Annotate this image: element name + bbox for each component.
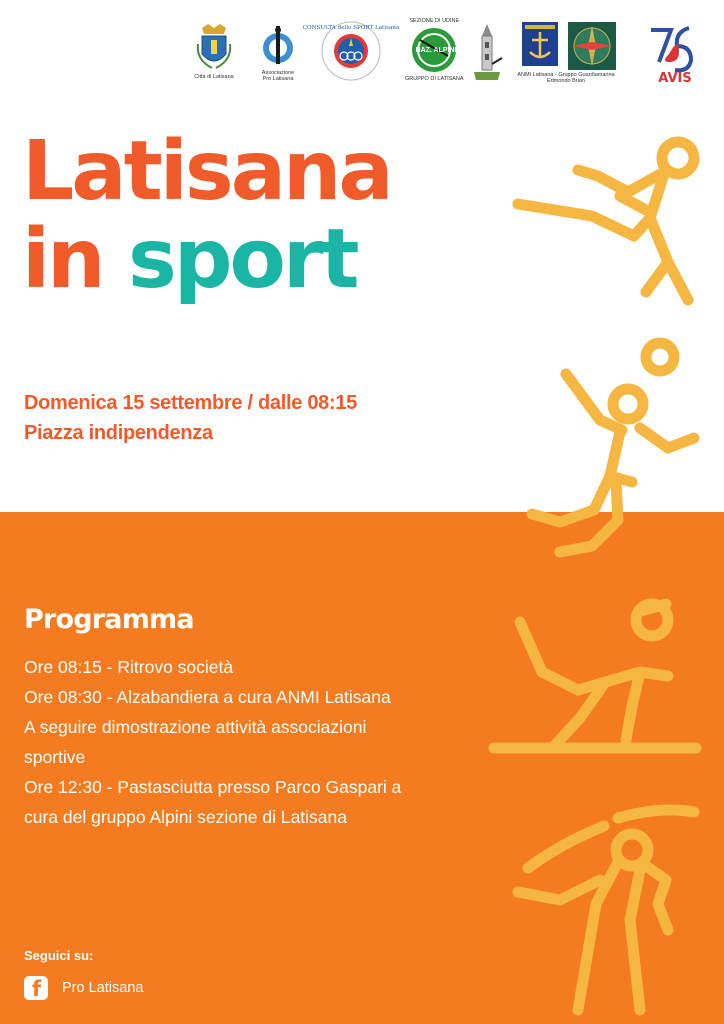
logo-caption: Città di Latisana xyxy=(194,74,234,80)
facebook-link[interactable] xyxy=(24,976,143,1000)
compass-rose-icon xyxy=(568,22,616,70)
event-place: Piazza indipendenza xyxy=(24,422,213,444)
logo-caption: GRUPPO DI LATISANA xyxy=(405,76,464,82)
title-line-2a: in xyxy=(22,212,129,307)
logo-bell-tower xyxy=(470,24,504,82)
program-item: Ore 08:30 - Alzabandiera a cura ANMI Latisana xyxy=(24,687,391,707)
logo-citta-di-latisana xyxy=(194,24,234,80)
consulta-dello-sport-logo-icon xyxy=(302,20,400,82)
avis-text: AVIS xyxy=(658,71,692,86)
sponsor-logos xyxy=(190,18,710,98)
logo-caption: Associazione Pro Latisana xyxy=(261,70,295,82)
title-line-1: Latisana xyxy=(22,124,391,219)
program-item: Ore 08:15 - Ritrovo società xyxy=(24,657,234,677)
facebook-icon: f xyxy=(24,976,48,1000)
citta-di-latisana-crest-icon xyxy=(194,24,234,72)
program-item: cura del gruppo Alpini sezione di Latisana xyxy=(24,807,347,827)
program-list xyxy=(24,652,494,832)
logo-caption: ANMI Latisana - Gruppo Guardiamarina Edmondo Brian xyxy=(517,72,615,84)
facebook-label: Pro Latisana xyxy=(62,980,144,996)
ana-alpini-logo-icon xyxy=(410,26,458,74)
page-title xyxy=(22,124,391,307)
logo-ana-alpini xyxy=(405,18,464,82)
logo-anmi-latisana xyxy=(517,22,616,84)
bell-tower-icon xyxy=(470,24,504,82)
program-heading: Programma xyxy=(24,604,194,635)
event-details xyxy=(24,388,357,448)
alpini-text: NAZ. ALPINI xyxy=(415,47,457,54)
title-line-2b: sport xyxy=(128,212,357,307)
avis-75-logo-icon xyxy=(645,24,705,86)
logo-pro-latisana xyxy=(260,24,296,82)
program-item: Ore 12:30 - Pastasciutta presso Parco Gaspari a xyxy=(24,777,402,797)
follow-us-label: Seguici su: xyxy=(24,948,94,963)
event-date: Domenica 15 settembre / dalle 08:15 xyxy=(24,392,357,414)
logo-consulta-dello-sport xyxy=(302,20,400,82)
anmi-latisana-logo-icon xyxy=(522,22,558,66)
program-item: A seguire dimostrazione attività associazioni xyxy=(24,717,367,737)
pro-latisana-logo-icon xyxy=(260,24,296,68)
logo-caption-top: SEZIONE DI UDINE xyxy=(409,18,460,24)
logo-avis xyxy=(645,24,705,86)
consulta-text: CONSULTA dello SPORT Latisana xyxy=(302,25,400,31)
program-item: sportive xyxy=(24,747,86,767)
